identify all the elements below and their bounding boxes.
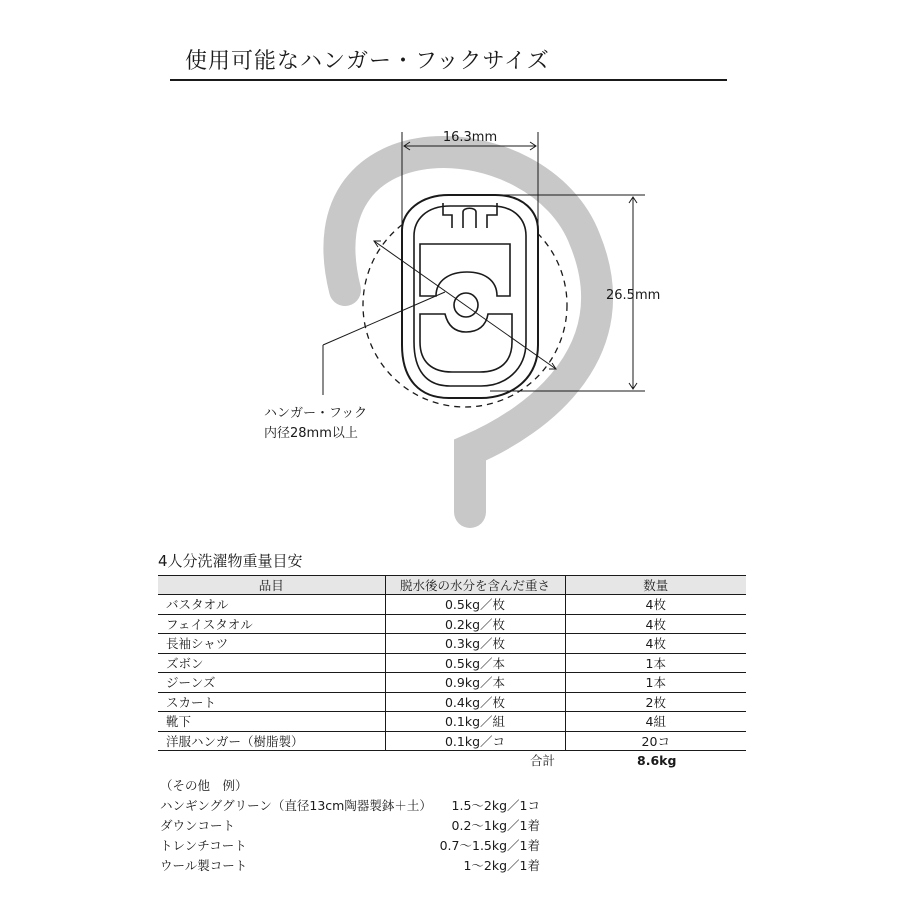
page-title: 使用可能なハンガー・フックサイズ: [185, 49, 550, 74]
table-row: [158, 712, 746, 732]
other-item-weight: 1〜2kg／1着: [463, 858, 540, 873]
total-value: 8.6kg: [637, 752, 677, 768]
row-item: 靴下: [158, 712, 385, 732]
row-weight: 0.9kg／本: [385, 673, 565, 693]
other-item-name: ダウンコート: [160, 818, 236, 833]
other-item-weight: 1.5〜2kg／1コ: [451, 798, 540, 813]
row-item: 長袖シャツ: [158, 634, 385, 654]
title-divider: [170, 79, 727, 81]
row-item: ジーンズ: [158, 673, 385, 693]
header-weight: 脱水後の水分を含んだ重さ: [385, 576, 565, 595]
hook-label-line2: 内径28mm以上: [264, 426, 358, 441]
row-quantity: 4枚: [565, 614, 746, 634]
clip-shape: [402, 195, 538, 398]
row-weight: 0.5kg／枚: [385, 595, 565, 615]
other-item: [160, 796, 540, 814]
other-item-weight: 0.7〜1.5kg／1着: [439, 838, 540, 853]
row-item: フェイスタオル: [158, 614, 385, 634]
row-weight: 0.3kg／枚: [385, 634, 565, 654]
laundry-weight-table: [158, 575, 746, 770]
total-label: 合計: [529, 753, 555, 769]
table-title: 4人分洗濯物重量目安: [158, 552, 303, 570]
row-quantity: 1本: [565, 673, 746, 693]
table-row: [158, 634, 746, 654]
row-quantity: 4組: [565, 712, 746, 732]
header-item: 品目: [158, 576, 385, 595]
other-item: [160, 816, 540, 834]
table-row: [158, 692, 746, 712]
row-quantity: 2枚: [565, 692, 746, 712]
table-row: [158, 673, 746, 693]
row-weight: 0.4kg／枚: [385, 692, 565, 712]
table-row: [158, 731, 746, 751]
other-item: [160, 836, 540, 854]
row-quantity: 4枚: [565, 595, 746, 615]
hanger-hook-diagram: [0, 100, 900, 530]
height-label: 26.5mm: [606, 288, 661, 303]
other-item: [160, 856, 540, 874]
row-item: 洋服ハンガー（樹脂製）: [158, 731, 385, 751]
row-quantity: 1本: [565, 653, 746, 673]
others-heading: （その他 例）: [160, 778, 248, 793]
row-item: ズボン: [158, 653, 385, 673]
table-header-row: [158, 576, 746, 595]
row-quantity: 20コ: [565, 731, 746, 751]
row-item: スカート: [158, 692, 385, 712]
other-item-name: ハンギンググリーン（直径13cm陶器製鉢＋土）: [160, 798, 432, 813]
width-label: 16.3mm: [442, 130, 498, 145]
row-weight: 0.1kg／コ: [385, 731, 565, 751]
row-quantity: 4枚: [565, 634, 746, 654]
table-row: [158, 653, 746, 673]
row-weight: 0.2kg／枚: [385, 614, 565, 634]
total-row: [158, 751, 746, 770]
header-quantity: 数量: [565, 576, 746, 595]
row-item: バスタオル: [158, 595, 385, 615]
table-row: [158, 614, 746, 634]
table-row: [158, 595, 746, 615]
row-weight: 0.1kg／組: [385, 712, 565, 732]
hook-label-line1: ハンガー・フック: [264, 406, 368, 421]
other-item-name: ウール製コート: [160, 858, 248, 873]
other-item-weight: 0.2〜1kg／1着: [451, 818, 540, 833]
other-item-name: トレンチコート: [160, 838, 247, 853]
row-weight: 0.5kg／本: [385, 653, 565, 673]
